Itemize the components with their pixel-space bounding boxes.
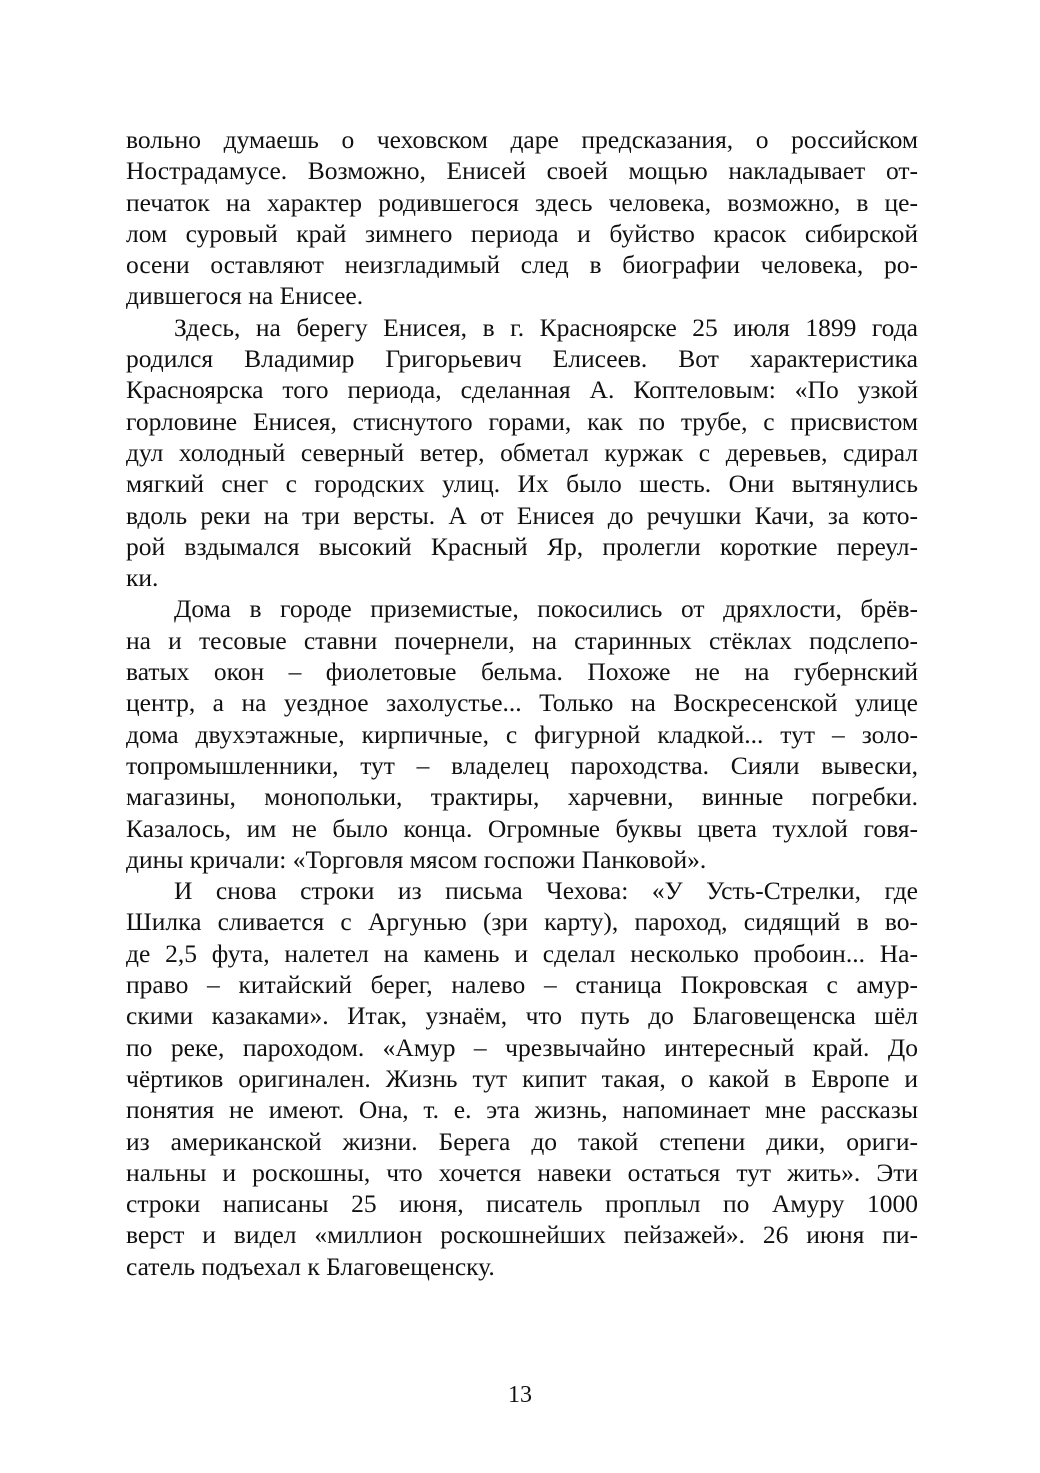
text-line: ватых окон – фиолетовые бельма. Похоже не на губернский — [126, 657, 918, 687]
text-line: топромышленники, тут – владелец пароходства. Сияли вывески, — [126, 750, 918, 780]
page-body — [126, 124, 918, 1282]
text-line: де 2,5 фута, налетел на камень и сделал несколько пробоин... На- — [126, 938, 918, 968]
text-line: рой вздымался высокий Красный Яр, пролегли короткие переул- — [126, 531, 918, 561]
text-line: Казалось, им не было конца. Огромные буквы цвета тухлой говя- — [126, 813, 918, 843]
text-line: сатель подъехал к Благовещенску. — [126, 1251, 495, 1281]
paragraph-2 — [126, 312, 918, 594]
text-line: строки написаны 25 июня, писатель проплыл по Амуру 1000 — [126, 1189, 918, 1219]
text-line: осени оставляют неизгладимый след в биографии человека, ро- — [126, 250, 918, 280]
paragraph-3 — [126, 593, 918, 875]
text-line: по реке, пароходом. «Амур – чрезвычайно интересный край. До — [126, 1032, 918, 1062]
text-line: верст и видел «миллион роскошнейших пейзажей». 26 июня пи- — [126, 1220, 918, 1250]
text-line: горловине Енисея, стиснутого горами, как по трубе, с присвистом — [126, 406, 918, 436]
text-line: магазины, монопольки, трактиры, харчевни, винные погребки. — [126, 782, 918, 812]
text-line: понятия не имеют. Она, т. е. эта жизнь, напоминает мне рассказы — [126, 1095, 918, 1125]
text-line: лом суровый край зимнего периода и буйство красок сибирской — [126, 218, 918, 248]
text-line: Шилка сливается с Аргунью (зри карту), пароход, сидящий в во- — [126, 907, 918, 937]
text-line: из американской жизни. Берега до такой степени дики, ориги- — [126, 1126, 918, 1156]
text-line: чёртиков оригинален. Жизнь тут кипит такая, о какой в Европе и — [126, 1063, 918, 1093]
paragraph-4 — [126, 875, 918, 1282]
text-line: Дома в городе приземистые, покосились от дряхлости, брёв- — [174, 594, 918, 624]
text-line: Красноярска того периода, сделанная А. Коптеловым: «По узкой — [126, 375, 918, 405]
text-line: на и тесовые ставни почернели, на старинных стёклах подслепо- — [126, 625, 918, 655]
text-line: центр, а на уездное захолустье... Только на Воскресенской улице — [126, 688, 918, 718]
text-line: вдоль реки на три версты. А от Енисея до речушки Качи, за кото- — [126, 500, 918, 530]
text-line: мягкий снег с городских улиц. Их было шесть. Они вытянулись — [126, 469, 918, 499]
text-line: дившегося на Енисее. — [126, 281, 364, 311]
text-line: И снова строки из письма Чехова: «У Усть-Стрелки, где — [174, 876, 918, 906]
text-line: нальны и роскошны, что хочется навеки остаться тут жить». Эти — [126, 1157, 918, 1187]
text-line: родился Владимир Григорьевич Елисеев. Вот характеристика — [126, 344, 918, 374]
text-line: дул холодный северный ветер, обметал куржак с деревьев, сдирал — [126, 437, 918, 467]
text-line: ки. — [126, 563, 159, 593]
text-line: Здесь, на берегу Енисея, в г. Красноярске 25 июля 1899 года — [174, 312, 918, 342]
text-line: скими казаками». Итак, узнаём, что путь до Благовещенска шёл — [126, 1001, 918, 1031]
text-line: печаток на характер родившегося здесь человека, возможно, в це- — [126, 187, 918, 217]
text-line: вольно думаешь о чеховском даре предсказания, о российском — [126, 125, 918, 154]
text-line: Нострадамусе. Возможно, Енисей своей мощью накладывает от- — [126, 156, 918, 186]
text-line: дины кричали: «Торговля мясом госпожи Панковой». — [126, 844, 707, 874]
text-line: дома двухэтажные, кирпичные, с фигурной кладкой... тут – золо- — [126, 719, 918, 749]
text-line: право – китайский берег, налево – станица Покровская с амур- — [126, 970, 918, 1000]
paragraph-1 — [126, 124, 918, 312]
page-number: 13 — [508, 1382, 532, 1408]
